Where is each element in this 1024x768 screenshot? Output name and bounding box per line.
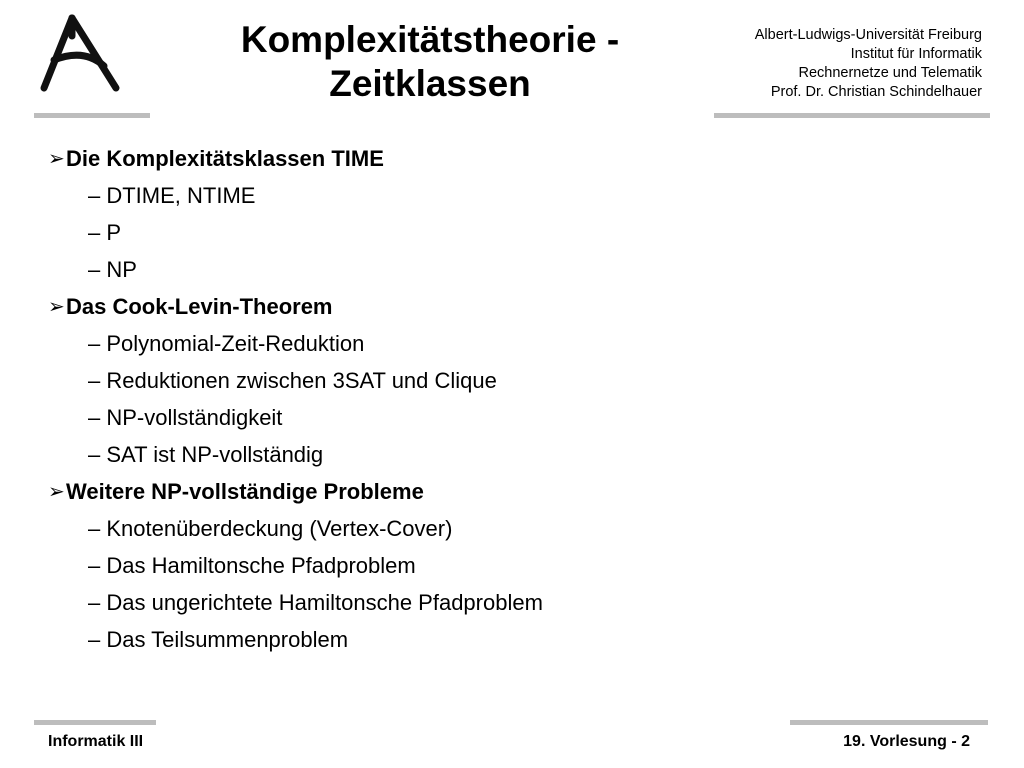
outline-topic-text: Weitere NP-vollständige Probleme <box>66 479 424 504</box>
affiliation-university: Albert-Ludwigs-Universität Freiburg <box>754 27 982 43</box>
footer-course: Informatik III <box>48 733 144 750</box>
outline-subitem: – Polynomial-Zeit-Reduktion <box>88 331 365 356</box>
slide-content <box>48 140 948 658</box>
affiliation-institute: Institut für Informatik <box>850 46 982 62</box>
outline-subitem: – Reduktionen zwischen 3SAT und Clique <box>88 368 497 393</box>
arrow-bullet-icon: ➢ <box>48 146 65 170</box>
outline-topic-text: Die Komplexitätsklassen TIME <box>66 146 384 171</box>
slide-title <box>205 18 655 106</box>
header-divider-left <box>34 113 150 118</box>
outline-subitem: – Das Teilsummenproblem <box>88 627 349 652</box>
affiliation-professor: Prof. Dr. Christian Schindelhauer <box>770 84 982 100</box>
outline-subitem: – Knotenüberdeckung (Vertex-Cover) <box>88 516 453 541</box>
affiliation-block <box>662 26 982 102</box>
outline-topic-text: Das Cook-Levin-Theorem <box>66 294 333 319</box>
slide-title-line-2: Zeitklassen <box>329 63 531 104</box>
outline-subitem: – DTIME, NTIME <box>88 183 256 208</box>
university-logo-icon <box>36 12 126 94</box>
outline-topic <box>48 473 948 510</box>
footer-divider-right <box>790 720 988 725</box>
arrow-bullet-icon: ➢ <box>48 479 65 503</box>
footer-divider-left <box>34 720 156 725</box>
affiliation-group: Rechnernetze und Telematik <box>798 65 982 81</box>
outline-subitem: – NP-vollständigkeit <box>88 405 283 430</box>
slide-title-line-1: Komplexitätstheorie - <box>240 19 620 60</box>
outline-subitem: – NP <box>88 257 137 282</box>
footer-page-number: 19. Vorlesung - 2 <box>843 733 970 750</box>
outline-subitem: – P <box>88 220 122 245</box>
outline-topic <box>48 140 948 177</box>
outline-subitem: – Das ungerichtete Hamiltonsche Pfadproblem <box>88 590 543 615</box>
outline-subitem: – SAT ist NP-vollständig <box>88 442 324 467</box>
header-divider-right <box>714 113 990 118</box>
arrow-bullet-icon: ➢ <box>48 294 65 318</box>
outline-topic <box>48 288 948 325</box>
outline-subitem: – Das Hamiltonsche Pfadproblem <box>88 553 416 578</box>
